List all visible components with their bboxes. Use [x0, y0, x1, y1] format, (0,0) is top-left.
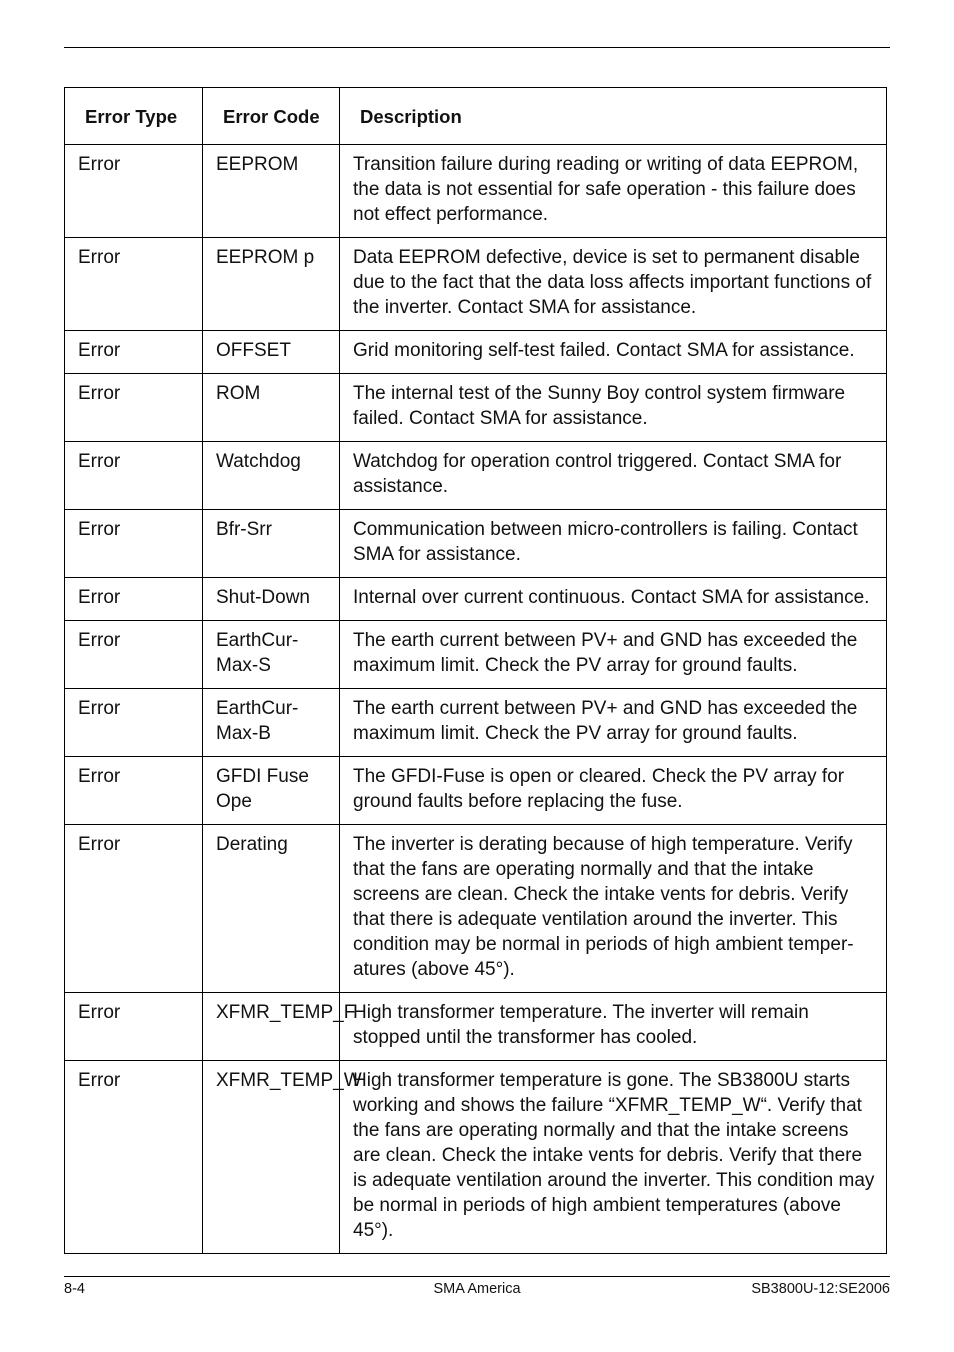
error-type-cell: Error — [65, 374, 203, 442]
table-row — [65, 510, 887, 578]
error-code-cell: Bfr-Srr — [203, 510, 340, 578]
error-type-cell: Error — [65, 145, 203, 238]
header-error-type: Error Type — [65, 88, 203, 145]
error-type-cell: Error — [65, 621, 203, 689]
error-code-cell: XFMR_TEMP_W — [203, 1061, 340, 1254]
error-code-cell: EEPROM — [203, 145, 340, 238]
table-row — [65, 689, 887, 757]
page-number: 8-4 — [64, 1281, 85, 1297]
error-code-cell: Watchdog — [203, 442, 340, 510]
table-row — [65, 331, 887, 374]
error-code-cell: Derating — [203, 825, 340, 993]
error-code-table — [64, 87, 887, 1254]
table-row — [65, 621, 887, 689]
error-code-cell: ROM — [203, 374, 340, 442]
error-code-cell: EarthCur-Max-B — [203, 689, 340, 757]
description-cell: Transition failure during reading or writing of data EEPROM, the data is not essential for safe operation - this failure does not effect performance. — [340, 145, 887, 238]
description-cell: The GFDI-Fuse is open or cleared. Check the PV array for ground faults before replacing the fuse. — [340, 757, 887, 825]
description-cell: The earth current between PV+ and GND has exceeded the maximum limit. Check the PV array for ground faults. — [340, 621, 887, 689]
error-code-cell: EarthCur-Max-S — [203, 621, 340, 689]
error-code-cell: Shut-Down — [203, 578, 340, 621]
description-cell: Watchdog for operation control triggered. Contact SMA for assistance. — [340, 442, 887, 510]
table-row — [65, 238, 887, 331]
error-type-cell: Error — [65, 1061, 203, 1254]
table-row — [65, 578, 887, 621]
description-cell: Grid monitoring self-test failed. Contact SMA for assistance. — [340, 331, 887, 374]
footer-document-id: SB3800U-12:SE2006 — [751, 1281, 890, 1297]
error-type-cell: Error — [65, 442, 203, 510]
error-type-cell: Error — [65, 331, 203, 374]
error-type-cell: Error — [65, 689, 203, 757]
description-cell: High transformer temperature. The inverter will remain stopped until the transformer has cooled. — [340, 993, 887, 1061]
footer-company: SMA America — [433, 1281, 521, 1297]
description-cell: The internal test of the Sunny Boy control system firmware failed. Contact SMA for assistance. — [340, 374, 887, 442]
table-row — [65, 757, 887, 825]
error-code-cell: GFDI Fuse Ope — [203, 757, 340, 825]
error-code-cell: EEPROM p — [203, 238, 340, 331]
description-cell: Data EEPROM defective, device is set to permanent disable due to the fact that the data loss affects important functions of the inverter. Contact SMA for assistance. — [340, 238, 887, 331]
table-header-row — [65, 88, 887, 145]
table-row — [65, 145, 887, 238]
error-type-cell: Error — [65, 510, 203, 578]
description-cell: The inverter is derating because of high temperature. Verify that the fans are operating normally and that the intake screens are clean. Check the intake vents for debris. Verify that there is adequate ventilation around the inverter. This condition may be normal in periods of high ambient temper-atures (above 45°). — [340, 825, 887, 993]
header-error-code: Error Code — [203, 88, 340, 145]
table-row — [65, 374, 887, 442]
footer-rule — [64, 1276, 890, 1277]
description-cell: The earth current between PV+ and GND has exceeded the maximum limit. Check the PV array for ground faults. — [340, 689, 887, 757]
description-cell: Internal over current continuous. Contact SMA for assistance. — [340, 578, 887, 621]
error-type-cell: Error — [65, 578, 203, 621]
error-code-cell: XFMR_TEMP_F — [203, 993, 340, 1061]
description-cell: High transformer temperature is gone. The SB3800U starts working and shows the failure “XFMR_TEMP_W“. Verify that the fans are operating normally and that the intake screens are clean. Check the intake vents for debris. Verify that there is adequate ventilation around the inverter. This condition may be normal in periods of high ambient temperatures (above 45°). — [340, 1061, 887, 1254]
error-type-cell: Error — [65, 825, 203, 993]
table-row — [65, 1061, 887, 1254]
error-type-cell: Error — [65, 757, 203, 825]
error-type-cell: Error — [65, 238, 203, 331]
table-row — [65, 993, 887, 1061]
description-cell: Communication between micro-controllers is failing. Contact SMA for assistance. — [340, 510, 887, 578]
table-row — [65, 825, 887, 993]
error-type-cell: Error — [65, 993, 203, 1061]
header-description: Description — [340, 88, 887, 145]
header-rule — [64, 47, 890, 48]
table-row — [65, 442, 887, 510]
error-code-cell: OFFSET — [203, 331, 340, 374]
